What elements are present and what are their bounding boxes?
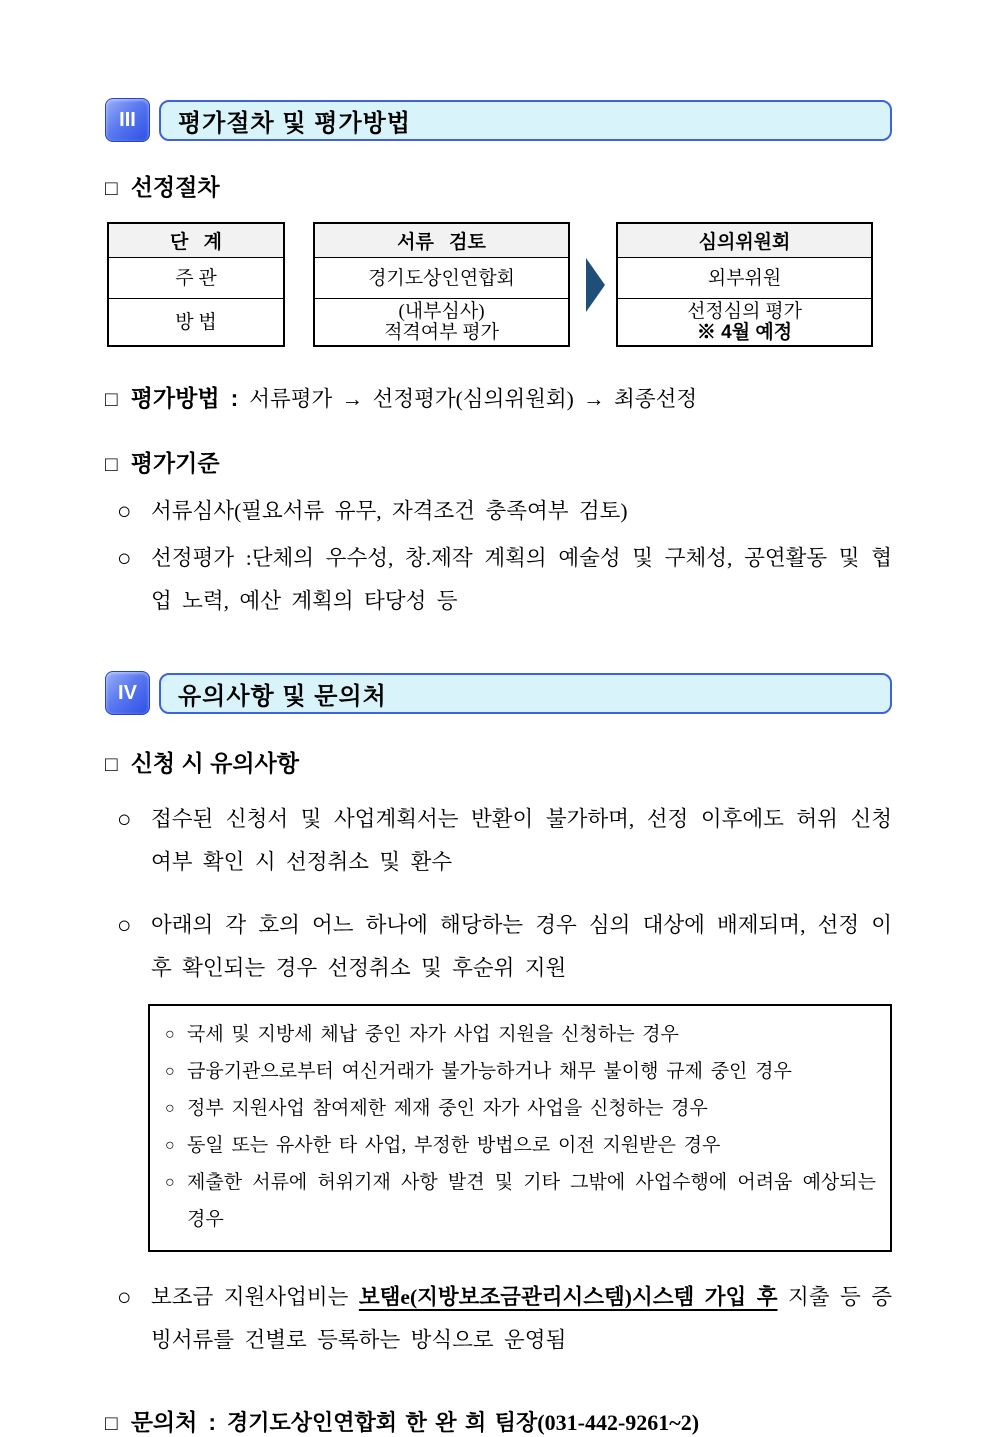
exclusion-item xyxy=(158,1127,876,1164)
square-bullet-icon: □ xyxy=(105,388,118,411)
exclusion-item-text: 동일 또는 유사한 타 사업, 부정한 방법으로 이전 지원받은 경우 xyxy=(187,1135,721,1156)
exclusion-item-text: 국세 및 지방세 체납 중인 자가 사업 지원을 신청하는 경우 xyxy=(187,1024,679,1045)
exclusion-item xyxy=(158,1016,876,1053)
exclusion-criteria-box xyxy=(148,1004,892,1252)
section-4-header xyxy=(105,671,892,715)
contact-line xyxy=(105,1404,892,1437)
section-4-title-box xyxy=(159,673,892,714)
committee-cell-schedule: ※ 4월 예정 xyxy=(696,322,793,343)
circle-bullet-icon: ○ xyxy=(117,806,132,833)
section-3-title-box xyxy=(159,100,892,141)
colon-separator: : xyxy=(208,1409,217,1435)
step-table-header-cell: 단 계 xyxy=(108,223,284,258)
exclusion-item-text: 제출한 서류에 허위기재 사항 발견 및 기타 그밖에 사업수행에 어려움 예상되는 경우 xyxy=(187,1172,876,1230)
square-bullet-icon: □ xyxy=(105,753,118,776)
committee-cell: 외부위원 xyxy=(617,258,872,299)
exclusion-item xyxy=(158,1053,876,1090)
document-review-cell-line: 적격여부 평가 xyxy=(384,322,499,343)
exclusion-item xyxy=(158,1164,876,1238)
eval-criteria-heading xyxy=(105,445,892,478)
application-notes-heading-label: 신청 시 유의사항 xyxy=(130,750,299,776)
criteria-item xyxy=(105,490,892,533)
section-3-title: 평가절차 및 평가방법 xyxy=(178,109,411,137)
subsidy-note-underlined: 보탬e(지방보조금관리시스템)시스템 가입 후 xyxy=(358,1285,778,1309)
circle-bullet-icon: ○ xyxy=(165,1063,175,1080)
circle-bullet-icon: ○ xyxy=(165,1026,175,1043)
committee-header-cell: 심의위원회 xyxy=(617,223,872,258)
application-notes-heading xyxy=(105,745,892,778)
document-review-header-cell: 서류 검토 xyxy=(314,223,569,258)
circle-bullet-icon: ○ xyxy=(165,1137,175,1154)
note-item-text: 접수된 신청서 및 사업계획서는 반환이 불가하며, 선정 이후에도 허위 신청 여부 확인 시 선정취소 및 환수 xyxy=(151,807,892,874)
document-review-cell: 경기도상인연합회 xyxy=(314,258,569,299)
step-table-cell: 방 법 xyxy=(108,299,284,347)
section-4-title: 유의사항 및 문의처 xyxy=(178,682,387,710)
note-item xyxy=(105,904,892,990)
criteria-item xyxy=(105,537,892,623)
subsidy-note-prefix: 보조금 지원사업비는 xyxy=(151,1285,359,1309)
circle-bullet-icon: ○ xyxy=(165,1100,175,1117)
contact-label: 문의처 xyxy=(130,1409,198,1435)
committee-table xyxy=(616,222,873,347)
contact-value: 경기도상인연합회 한 완 희 팀장(031-442-9261~2) xyxy=(227,1410,700,1435)
eval-method-value: 서류평가 → 선정평가(심의위원회) → 최종선정 xyxy=(249,387,698,411)
selection-process-diagram xyxy=(107,222,892,347)
document-review-table xyxy=(313,222,570,347)
circle-bullet-icon: ○ xyxy=(165,1174,175,1191)
criteria-item-text: 선정평가 :단체의 우수성, 창.제작 계획의 예술성 및 구체성, 공연활동 및 협업 노력, 예산 계획의 타당성 등 xyxy=(151,546,892,613)
selection-procedure-heading-label: 선정절차 xyxy=(130,174,220,200)
criteria-item-text: 서류심사(필요서류 유무, 자격조건 충족여부 검토) xyxy=(151,499,628,523)
document-review-cell xyxy=(314,299,569,347)
note-item xyxy=(105,798,892,884)
section-4-badge: IV xyxy=(105,671,150,715)
section-3-badge: III xyxy=(105,98,150,142)
step-table-cell: 주 관 xyxy=(108,258,284,299)
circle-bullet-icon: ○ xyxy=(117,498,132,525)
eval-method-label: 평가방법 xyxy=(130,385,220,411)
committee-cell xyxy=(617,299,872,347)
colon-separator: : xyxy=(230,385,239,411)
step-label-table xyxy=(107,222,285,347)
selection-procedure-heading xyxy=(105,169,892,202)
subsidy-note-text xyxy=(151,1276,892,1362)
eval-method-line xyxy=(105,380,892,413)
square-bullet-icon: □ xyxy=(105,177,118,200)
circle-bullet-icon: ○ xyxy=(117,1284,132,1311)
committee-cell-line: 선정심의 평가 xyxy=(687,301,802,322)
circle-bullet-icon: ○ xyxy=(117,545,132,572)
square-bullet-icon: □ xyxy=(105,453,118,476)
subsidy-note-item xyxy=(105,1276,892,1362)
subsidy-note-suffix: 지출 등 증빙서류를 건별로 등록하는 방식으로 운영됨 xyxy=(151,1285,892,1352)
circle-bullet-icon: ○ xyxy=(117,912,132,939)
eval-criteria-heading-label: 평가기준 xyxy=(130,450,220,476)
exclusion-item-text: 정부 지원사업 참여제한 제재 중인 자가 사업을 신청하는 경우 xyxy=(187,1098,708,1119)
flow-arrow-icon xyxy=(586,258,605,312)
square-bullet-icon: □ xyxy=(105,1412,118,1435)
exclusion-item-text: 금융기관으로부터 여신거래가 불가능하거나 채무 불이행 규제 중인 경우 xyxy=(187,1061,792,1082)
document-review-cell-line: (내부심사) xyxy=(398,301,485,322)
exclusion-item xyxy=(158,1090,876,1127)
note-item-text: 아래의 각 호의 어느 하나에 해당하는 경우 심의 대상에 배제되며, 선정 이후 확인되는 경우 선정취소 및 후순위 지원 xyxy=(151,913,892,980)
section-3-header xyxy=(105,98,892,142)
